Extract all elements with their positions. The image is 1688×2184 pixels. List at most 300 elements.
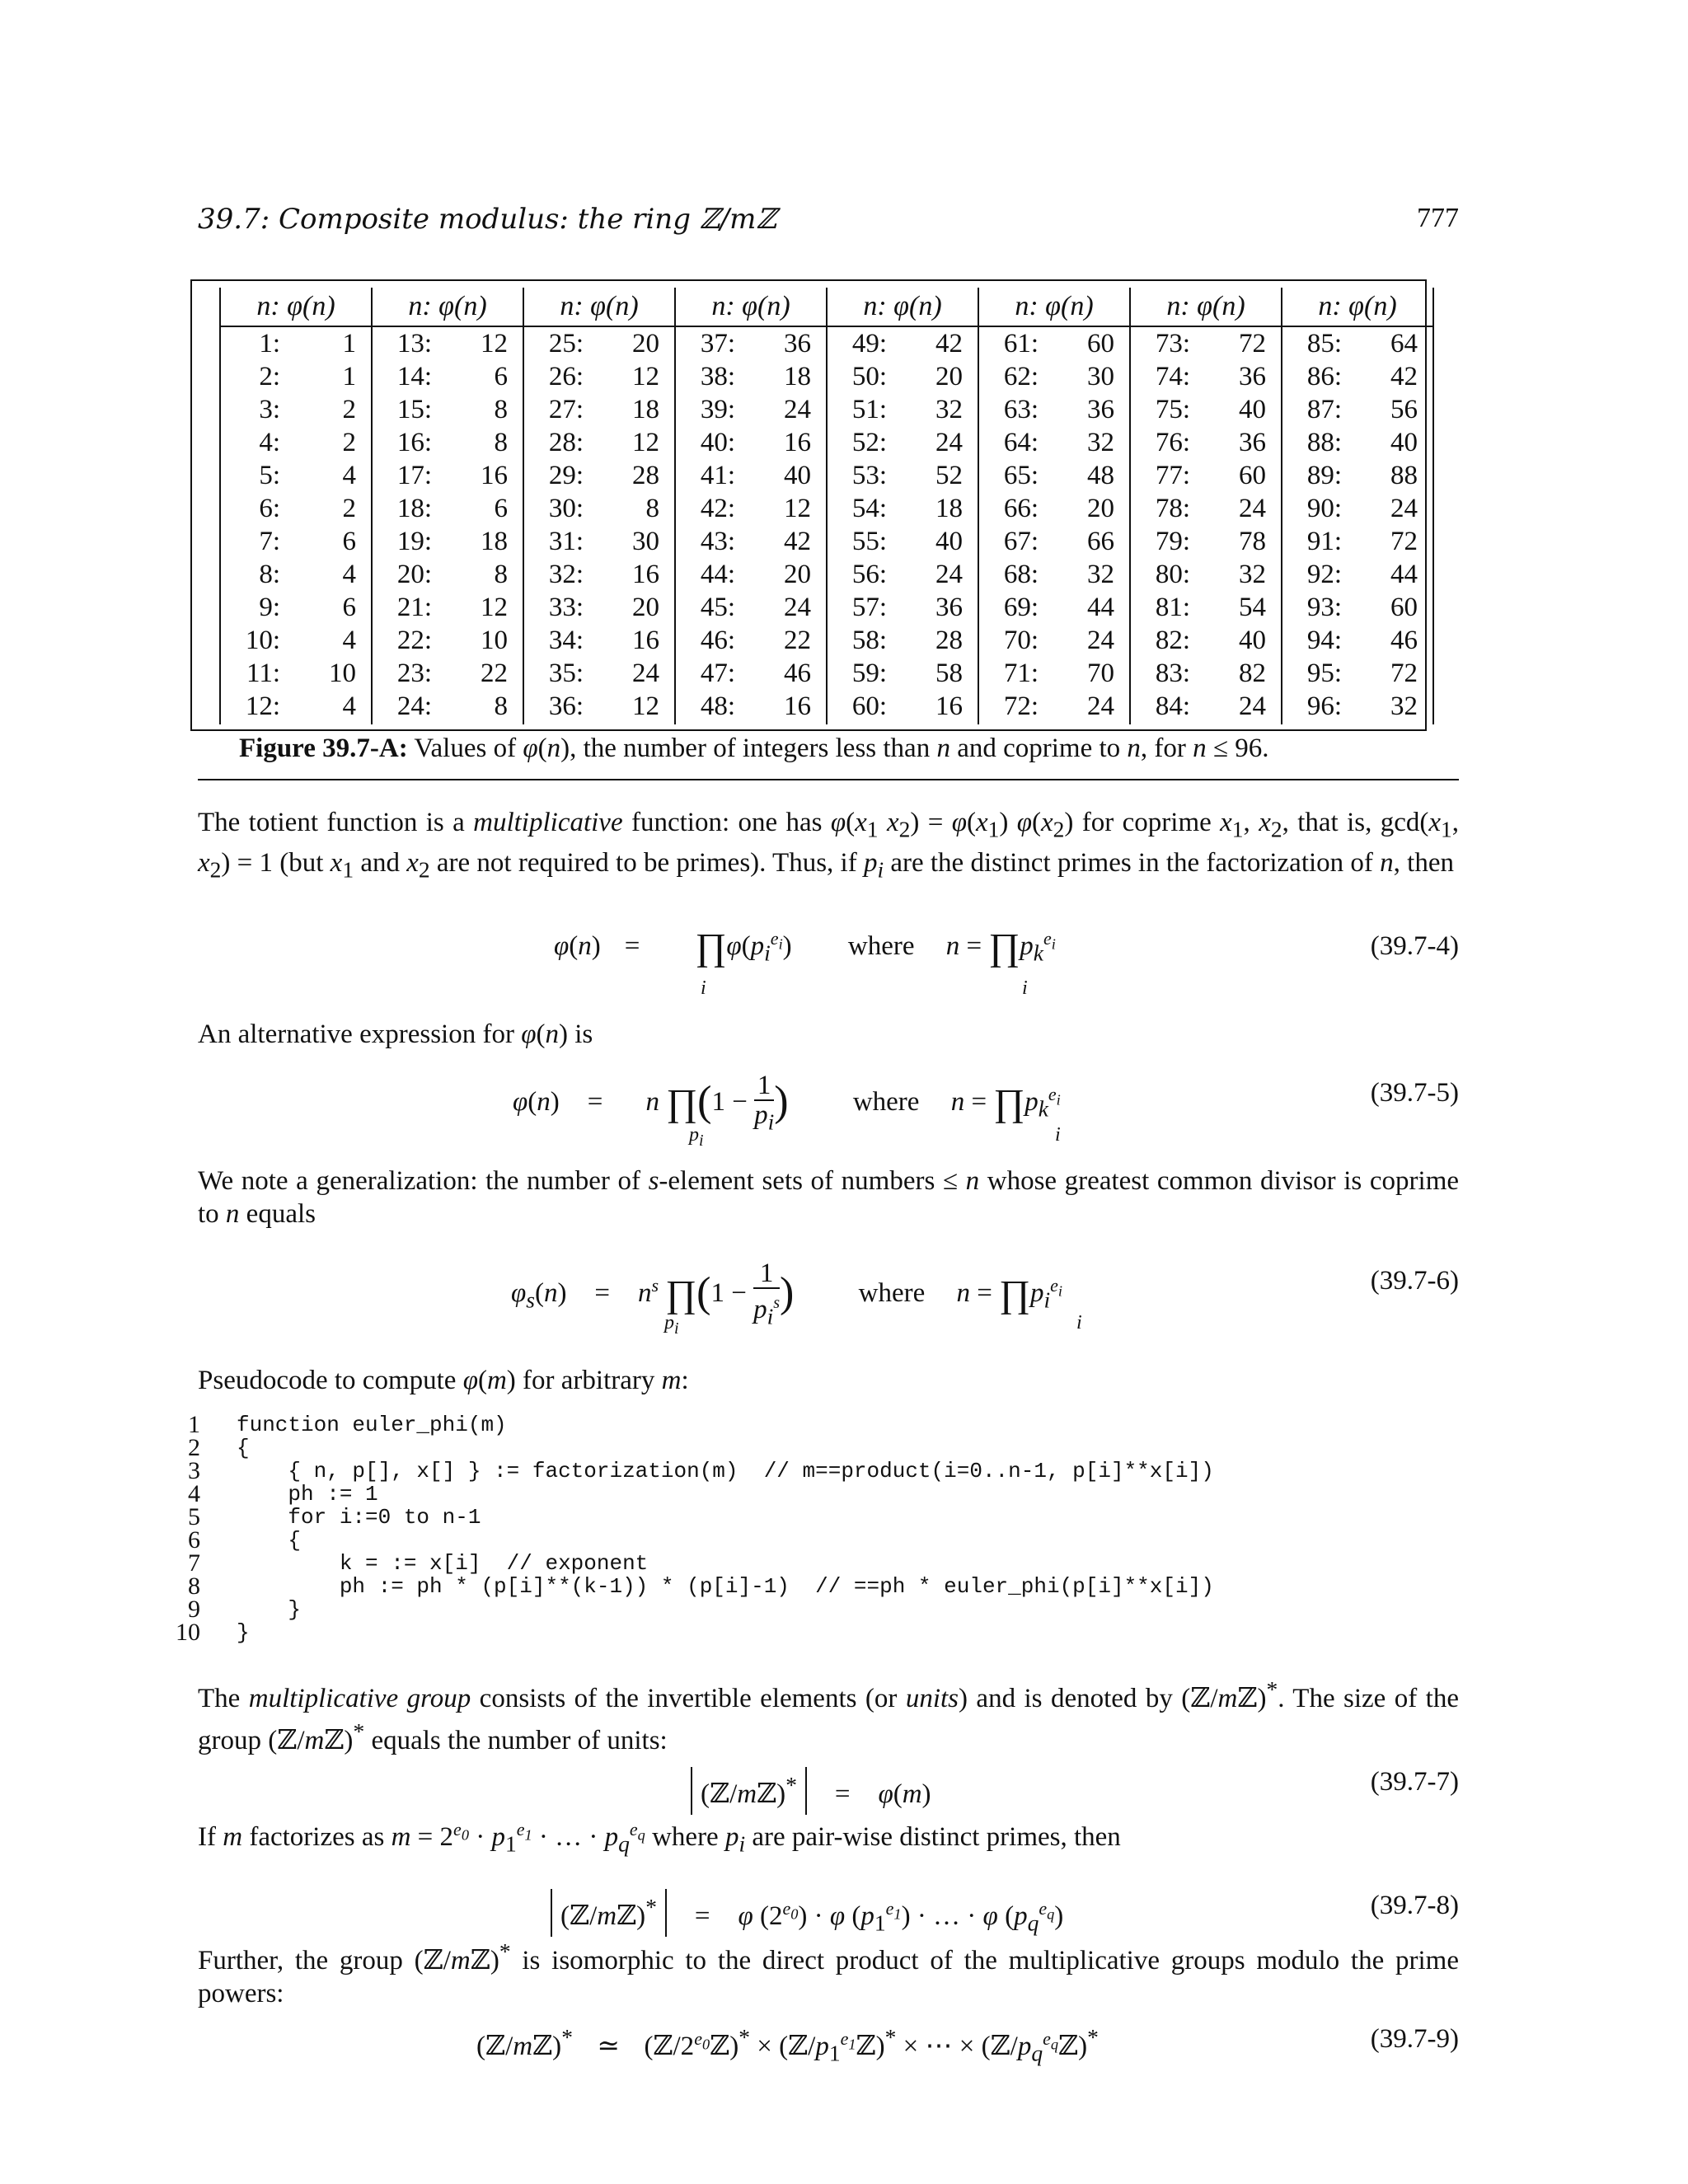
table-cell-phi: 18 [632, 395, 659, 424]
table-row [1131, 690, 1281, 723]
table-row [1131, 426, 1281, 459]
table-row [979, 360, 1129, 393]
table-cell-n: 43: [700, 527, 735, 556]
table-row [828, 591, 978, 624]
table-cell-phi: 24 [1087, 626, 1114, 655]
table-cell-n: 21: [396, 593, 432, 622]
code-line-number: 8 [188, 1572, 200, 1600]
paragraph-isomorphic: Further, the group (ℤ/mℤ)* is isomorphic to the direct product of the multiplicative groups modulo the prime powers: [198, 1938, 1459, 2008]
table-row [1282, 360, 1432, 393]
table-cell-phi: 20 [1087, 494, 1114, 523]
table-cell-n: 91: [1306, 527, 1342, 556]
table-cell-n: 55: [851, 527, 887, 556]
table-row [828, 393, 978, 426]
table-cell-phi: 56 [1390, 395, 1418, 424]
table-cell-phi: 8 [494, 560, 508, 589]
table-cell-n: 62: [1003, 362, 1039, 391]
table-cell-phi: 6 [342, 593, 356, 622]
table-row [221, 393, 371, 426]
table-cell-phi: 36 [1239, 428, 1266, 457]
table-cell-phi: 36 [935, 593, 963, 622]
table-row [676, 525, 826, 558]
table-row [979, 657, 1129, 690]
table-cell-phi: 12 [481, 329, 508, 359]
table-cell-n: 1: [259, 329, 280, 359]
table-row [1131, 558, 1281, 591]
table-row [221, 327, 371, 360]
running-head: 39.7: Composite modulus: the ring ℤ/mℤ [198, 203, 777, 236]
table-cell-phi: 16 [935, 691, 963, 721]
table-cell-n: 6: [259, 494, 280, 523]
table-row [1282, 327, 1432, 360]
paragraph-generalization: We note a generalization: the number of s-element sets of numbers ≤ n whose greatest common divisor is coprime to n equals [198, 1166, 1460, 1229]
table-column [219, 288, 371, 724]
table-cell-phi: 88 [1390, 461, 1418, 490]
eq5-index: $p_i$ [689, 1124, 704, 1150]
eq6-index-2: i [1076, 1312, 1082, 1333]
table-cell-phi: 6 [494, 362, 508, 391]
table-cell-n: 48: [700, 691, 735, 721]
table-cell-phi: 32 [1087, 428, 1114, 457]
equation-39-7-6: $\varphi_s(n) = n^s$ ∏(1 − 1 $p_i^s$ ) where $n = \prod p_i^{e_i}$ [511, 1258, 1062, 1329]
table-cell-n: 33: [548, 593, 584, 622]
table-cell-phi: 16 [784, 428, 811, 457]
table-row [221, 624, 371, 657]
code-line-number: 3 [188, 1457, 200, 1484]
table-row [1131, 360, 1281, 393]
table-row [1131, 327, 1281, 360]
table-column-header: n: φ(n) [524, 288, 674, 327]
table-cell-n: 59: [851, 658, 887, 688]
table-cell-phi: 32 [935, 395, 963, 424]
table-cell-phi: 12 [632, 362, 659, 391]
table-cell-phi: 8 [645, 494, 659, 523]
equation-number-39-7-8: (39.7-8) [1370, 1891, 1459, 1920]
table-cell-phi: 22 [784, 626, 811, 655]
table-row [676, 327, 826, 360]
table-cell-phi: 22 [481, 658, 508, 688]
table-cell-n: 14: [396, 362, 432, 391]
table-cell-phi: 30 [632, 527, 659, 556]
table-cell-phi: 66 [1087, 527, 1114, 556]
table-cell-phi: 44 [1087, 593, 1114, 622]
table-cell-n: 23: [396, 658, 432, 688]
paragraph-alternative: An alternative expression for φ(n) is [198, 1019, 593, 1049]
table-cell-n: 75: [1155, 395, 1190, 424]
table-cell-n: 77: [1155, 461, 1190, 490]
table-cell-phi: 36 [784, 329, 811, 359]
table-cell-phi: 36 [1087, 395, 1114, 424]
table-row [1282, 393, 1432, 426]
code-line-number: 9 [188, 1596, 200, 1623]
table-cell-n: 79: [1155, 527, 1190, 556]
paragraph-multiplicative-group: The multiplicative group consists of the invertible elements (or units) and is denoted by (ℤ/mℤ)*. The size of the group (ℤ/mℤ)* equals the number of units: [198, 1676, 1459, 1755]
table-row [979, 558, 1129, 591]
table-cell-n: 74: [1155, 362, 1190, 391]
eq4-index-2: i [1022, 977, 1028, 999]
table-cell-n: 9: [259, 593, 280, 622]
equation-number-39-7-9: (39.7-9) [1370, 2024, 1459, 2054]
table-row [373, 525, 523, 558]
table-cell-n: 83: [1155, 658, 1190, 688]
table-cell-phi: 20 [632, 329, 659, 359]
table-row [676, 459, 826, 492]
table-row [221, 360, 371, 393]
table-row [979, 393, 1129, 426]
table-cell-n: 54: [851, 494, 887, 523]
table-row [828, 492, 978, 525]
code-line-text: } [237, 1620, 250, 1645]
table-row [373, 459, 523, 492]
table-cell-phi: 40 [784, 461, 811, 490]
table-row [524, 360, 674, 393]
code-line-number: 1 [188, 1411, 200, 1438]
table-cell-n: 24: [396, 691, 432, 721]
table-cell-phi: 44 [1390, 560, 1418, 589]
table-cell-phi: 40 [1390, 428, 1418, 457]
table-row [373, 327, 523, 360]
table-column [523, 288, 674, 724]
table-column-header: n: φ(n) [1131, 288, 1281, 327]
table-row [524, 393, 674, 426]
equation-number-39-7-4: (39.7-4) [1370, 931, 1459, 961]
table-row [524, 558, 674, 591]
eq5-index-2: i [1055, 1124, 1061, 1146]
table-row [828, 690, 978, 723]
table-row [979, 459, 1129, 492]
table-column-header: n: φ(n) [979, 288, 1129, 327]
page-number: 777 [1417, 203, 1459, 233]
table-cell-phi: 24 [935, 428, 963, 457]
table-cell-phi: 16 [481, 461, 508, 490]
table-cell-phi: 4 [342, 691, 356, 721]
table-cell-phi: 24 [1239, 494, 1266, 523]
table-cell-n: 84: [1155, 691, 1190, 721]
table-cell-phi: 10 [329, 658, 356, 688]
table-cell-n: 93: [1306, 593, 1342, 622]
paragraph-factorization: If m factorizes as $m = 2^{e_0} \cdot p_1^{e_1}$ · … · $p_q^{e_q}$ where $p_i$ are pair-wise distinct primes, then [198, 1819, 1121, 1857]
table-cell-n: 3: [259, 395, 280, 424]
table-cell-n: 60: [851, 691, 887, 721]
table-row [979, 690, 1129, 723]
table-cell-phi: 32 [1087, 560, 1114, 589]
equation-39-7-9: (ℤ/mℤ)* ≃ $(ℤ/2^{e_0}ℤ)^*$ × $(ℤ/p_1^{e_1}ℤ)^*$ × ⋯ × $(ℤ/p_q^{e_q}ℤ)^*$ [476, 2024, 1099, 2066]
code-line-number: 2 [188, 1434, 200, 1461]
table-cell-phi: 24 [1087, 691, 1114, 721]
table-row [524, 492, 674, 525]
code-line-number: 6 [188, 1526, 200, 1554]
table-cell-n: 4: [259, 428, 280, 457]
table-row [676, 690, 826, 723]
table-cell-n: 68: [1003, 560, 1039, 589]
table-cell-n: 94: [1306, 626, 1342, 655]
equation-39-7-8: (ℤ/mℤ)* = φ $(2^{e_0}) \cdot \varphi$ $(p_1^{e_1})$ · … · φ $(p_q^{e_q})$ [551, 1889, 1063, 1937]
table-cell-phi: 40 [935, 527, 963, 556]
table-row [979, 492, 1129, 525]
table-cell-n: 29: [548, 461, 584, 490]
table-cell-n: 88: [1306, 428, 1342, 457]
table-cell-n: 49: [851, 329, 887, 359]
table-column [371, 288, 523, 724]
code-line-text: { [237, 1528, 302, 1553]
table-cell-phi: 32 [1390, 691, 1418, 721]
table-row [979, 624, 1129, 657]
table-row [1131, 459, 1281, 492]
table-cell-phi: 16 [632, 560, 659, 589]
table-cell-n: 41: [700, 461, 735, 490]
table-row [1282, 624, 1432, 657]
table-cell-n: 35: [548, 658, 584, 688]
table-cell-n: 76: [1155, 428, 1190, 457]
table-cell-phi: 6 [494, 494, 508, 523]
table-cell-phi: 4 [342, 560, 356, 589]
table-cell-phi: 1 [342, 362, 356, 391]
table-row [524, 525, 674, 558]
table-cell-phi: 24 [1239, 691, 1266, 721]
table-row [676, 657, 826, 690]
table-cell-n: 27: [548, 395, 584, 424]
table-row [1282, 426, 1432, 459]
table-row [221, 525, 371, 558]
table-row [1282, 657, 1432, 690]
table-row [221, 426, 371, 459]
table-row [524, 591, 674, 624]
table-row [1282, 525, 1432, 558]
table-row [1282, 558, 1432, 591]
table-row [676, 360, 826, 393]
table-cell-phi: 24 [632, 658, 659, 688]
table-cell-phi: 8 [494, 395, 508, 424]
table-cell-phi: 24 [1390, 494, 1418, 523]
equation-39-7-7: (ℤ/mℤ)* = φ(m) [691, 1767, 931, 1815]
table-column [826, 288, 978, 724]
table-row [828, 657, 978, 690]
table-cell-phi: 52 [935, 461, 963, 490]
table-row [1282, 690, 1432, 723]
equation-number-39-7-7: (39.7-7) [1370, 1767, 1459, 1797]
table-column-header: n: φ(n) [221, 288, 371, 327]
table-cell-phi: 72 [1390, 658, 1418, 688]
table-row [676, 591, 826, 624]
table-row [221, 492, 371, 525]
equation-39-7-5: φ(n) = n ∏(1 − $\frac{1}{p_i}$ ) where $n = \prod p_k^{e_i}$ [513, 1071, 1061, 1135]
table-cell-n: 52: [851, 428, 887, 457]
table-cell-n: 78: [1155, 494, 1190, 523]
table-row [221, 690, 371, 723]
figure-rule [198, 779, 1459, 780]
table-cell-n: 36: [548, 691, 584, 721]
code-line-text: function euler_phi(m) [237, 1413, 507, 1437]
table-column [1281, 288, 1434, 724]
table-cell-phi: 2 [342, 494, 356, 523]
table-cell-n: 42: [700, 494, 735, 523]
table-cell-phi: 42 [784, 527, 811, 556]
table-cell-phi: 60 [1087, 329, 1114, 359]
table-cell-n: 40: [700, 428, 735, 457]
table-cell-n: 66: [1003, 494, 1039, 523]
table-cell-phi: 42 [1390, 362, 1418, 391]
table-cell-n: 65: [1003, 461, 1039, 490]
table-row [828, 327, 978, 360]
table-cell-phi: 46 [784, 658, 811, 688]
code-line-number: 7 [188, 1549, 200, 1577]
table-row [524, 657, 674, 690]
table-row [373, 558, 523, 591]
table-cell-phi: 18 [784, 362, 811, 391]
code-line-text: { [237, 1436, 250, 1460]
code-line-text: k = := x[i] // exponent [237, 1551, 649, 1576]
equation-number-39-7-6: (39.7-6) [1370, 1266, 1459, 1296]
table-cell-phi: 8 [494, 691, 508, 721]
table-row [524, 690, 674, 723]
table-column-header: n: φ(n) [676, 288, 826, 327]
table-cell-n: 90: [1306, 494, 1342, 523]
table-cell-n: 69: [1003, 593, 1039, 622]
table-cell-phi: 72 [1390, 527, 1418, 556]
figure-caption: Figure 39.7-A: Values of φ(n), the number of integers less than n and coprime to n, for n ≤ 96. [239, 733, 1269, 763]
table-cell-phi: 12 [632, 691, 659, 721]
table-row [676, 558, 826, 591]
table-cell-phi: 8 [494, 428, 508, 457]
table-cell-phi: 54 [1239, 593, 1266, 622]
table-cell-phi: 16 [784, 691, 811, 721]
table-cell-phi: 24 [784, 593, 811, 622]
table-cell-phi: 20 [784, 560, 811, 589]
table-cell-n: 20: [396, 560, 432, 589]
table-cell-n: 44: [700, 560, 735, 589]
equation-39-7-4: $\varphi(n) = \prod\varphi(p_i^{e_i})$ where $n = \prod p_k^{e_i}$ [554, 926, 1056, 968]
table-row [828, 360, 978, 393]
table-row [1131, 492, 1281, 525]
table-cell-phi: 24 [784, 395, 811, 424]
table-row [979, 525, 1129, 558]
table-cell-n: 30: [548, 494, 584, 523]
table-cell-phi: 40 [1239, 626, 1266, 655]
table-cell-phi: 82 [1239, 658, 1266, 688]
table-cell-n: 28: [548, 428, 584, 457]
table-cell-phi: 2 [342, 428, 356, 457]
table-cell-n: 22: [396, 626, 432, 655]
table-row [1131, 591, 1281, 624]
table-column-header: n: φ(n) [1282, 288, 1432, 327]
table-cell-n: 61: [1003, 329, 1039, 359]
table-cell-n: 12: [245, 691, 280, 721]
table-cell-phi: 32 [1239, 560, 1266, 589]
table-cell-phi: 28 [632, 461, 659, 490]
code-line-text: ph := ph * (p[i]**(k-1)) * (p[i]-1) // ==ph * euler_phi(p[i]**x[i]) [237, 1574, 1214, 1599]
table-column [674, 288, 826, 724]
table-cell-phi: 30 [1087, 362, 1114, 391]
table-row [1131, 657, 1281, 690]
table-row [676, 426, 826, 459]
table-cell-n: 16: [396, 428, 432, 457]
table-cell-n: 25: [548, 329, 584, 359]
table-cell-n: 11: [246, 658, 280, 688]
table-row [1131, 393, 1281, 426]
table-cell-n: 32: [548, 560, 584, 589]
table-cell-n: 45: [700, 593, 735, 622]
table-cell-n: 85: [1306, 329, 1342, 359]
table-row [524, 426, 674, 459]
equation-number-39-7-5: (39.7-5) [1370, 1078, 1459, 1108]
table-cell-phi: 58 [935, 658, 963, 688]
table-cell-n: 95: [1306, 658, 1342, 688]
table-cell-phi: 4 [342, 461, 356, 490]
table-cell-n: 10: [245, 626, 280, 655]
table-cell-phi: 46 [1390, 626, 1418, 655]
table-row [221, 591, 371, 624]
table-cell-phi: 70 [1087, 658, 1114, 688]
table-row [524, 459, 674, 492]
table-cell-phi: 18 [935, 494, 963, 523]
table-cell-n: 17: [396, 461, 432, 490]
table-row [524, 327, 674, 360]
table-cell-n: 47: [700, 658, 735, 688]
table-cell-phi: 12 [481, 593, 508, 622]
table-cell-n: 5: [259, 461, 280, 490]
table-cell-n: 72: [1003, 691, 1039, 721]
table-cell-phi: 12 [632, 428, 659, 457]
table-cell-n: 7: [259, 527, 280, 556]
table-row [524, 624, 674, 657]
code-line-text: } [237, 1597, 302, 1622]
table-cell-n: 34: [548, 626, 584, 655]
table-cell-n: 46: [700, 626, 735, 655]
eq4-index: i [701, 977, 706, 999]
figure-label: Figure 39.7-A: [239, 733, 408, 763]
table-cell-phi: 12 [784, 494, 811, 523]
table-cell-n: 51: [851, 395, 887, 424]
table-cell-n: 70: [1003, 626, 1039, 655]
paragraph-pseudocode-intro: Pseudocode to compute φ(m) for arbitrary m: [198, 1366, 689, 1395]
table-cell-n: 67: [1003, 527, 1039, 556]
code-line-text: for i:=0 to n-1 [237, 1505, 481, 1530]
table-cell-n: 64: [1003, 428, 1039, 457]
table-cell-n: 37: [700, 329, 735, 359]
table-row [1131, 624, 1281, 657]
table-cell-n: 80: [1155, 560, 1190, 589]
table-cell-n: 87: [1306, 395, 1342, 424]
table-cell-n: 89: [1306, 461, 1342, 490]
table-cell-phi: 60 [1390, 593, 1418, 622]
phi-table [219, 288, 1424, 724]
table-cell-n: 31: [548, 527, 584, 556]
table-cell-n: 82: [1155, 626, 1190, 655]
table-cell-phi: 20 [632, 593, 659, 622]
table-cell-phi: 48 [1087, 461, 1114, 490]
table-cell-n: 63: [1003, 395, 1039, 424]
table-row [373, 492, 523, 525]
table-row [828, 624, 978, 657]
table-cell-n: 73: [1155, 329, 1190, 359]
table-cell-phi: 10 [481, 626, 508, 655]
table-cell-n: 57: [851, 593, 887, 622]
table-column-header: n: φ(n) [373, 288, 523, 327]
table-row [1282, 492, 1432, 525]
table-cell-phi: 28 [935, 626, 963, 655]
table-cell-n: 58: [851, 626, 887, 655]
table-cell-phi: 4 [342, 626, 356, 655]
table-row [221, 558, 371, 591]
code-line-text: ph := 1 [237, 1482, 378, 1507]
table-cell-phi: 78 [1239, 527, 1266, 556]
table-row [373, 393, 523, 426]
table-row [828, 426, 978, 459]
table-row [221, 657, 371, 690]
eq6-index: $p_i$ [664, 1312, 679, 1338]
table-cell-n: 96: [1306, 691, 1342, 721]
table-cell-n: 56: [851, 560, 887, 589]
